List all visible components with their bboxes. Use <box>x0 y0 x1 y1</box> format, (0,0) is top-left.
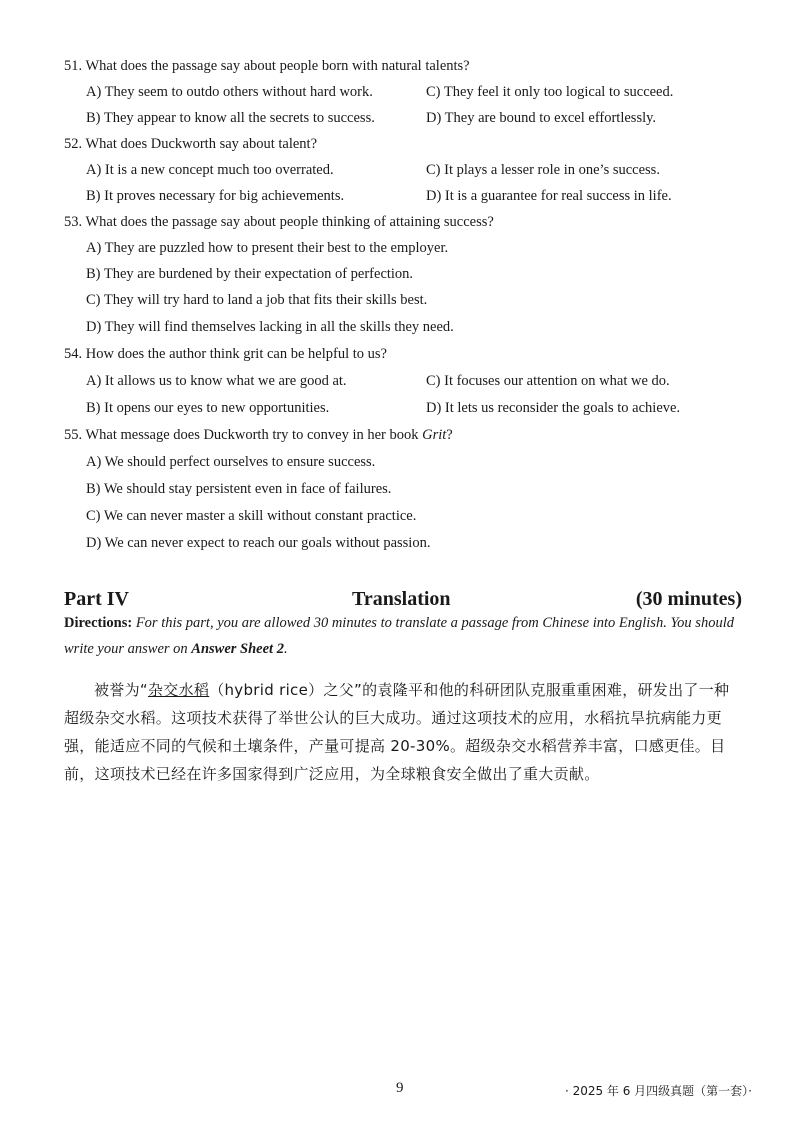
question-54-option-a: A) It allows us to know what we are good at. <box>86 373 347 389</box>
question-51-stem: 51. What does the passage say about people born with natural talents? <box>64 58 470 74</box>
part-time: (30 minutes) <box>635 588 742 610</box>
page-number: 9 <box>396 1080 404 1096</box>
question-54-stem: 54. How does the author think grit can be helpful to us? <box>64 346 387 362</box>
question-55-option-a: A) We should perfect ourselves to ensure success. <box>86 454 376 470</box>
passage-body: （hybrid rice）之父”的袁隆平和他的科研团队克服重重困难，研发出了一种超级杂交水稻。这项技术获得了举世公认的巨大成功。通过这项技术的应用，水稻抗旱抗病能力更强，能适应不同的气候和土壤条件，产量可提高 20-30%。超级杂交水稻营养丰富，口感更佳。目前，这项技术已经在许多国家得到广泛应用，为全球粮食安全做出了重大贡献。 <box>64 681 730 783</box>
question-51-option-a: A) They seem to outdo others without hard work. <box>86 84 373 100</box>
question-55-option-d: D) We can never expect to reach our goals without passion. <box>86 535 431 551</box>
question-55-stem <box>64 427 453 444</box>
question-55-stem-text: 55. What message does Duckworth try to convey in her book <box>64 427 423 443</box>
directions <box>64 610 744 662</box>
directions-end: . <box>283 641 288 657</box>
question-51-option-d: D) They are bound to excel effortlessly. <box>426 110 657 126</box>
question-53-option-c: C) They will try hard to land a job that fits their skills best. <box>86 292 428 308</box>
question-55-stem-end: ? <box>446 427 453 443</box>
question-51-option-c: C) They feel it only too logical to succeed. <box>426 84 674 100</box>
question-53-stem: 53. What does the passage say about people thinking of attaining success? <box>64 214 494 230</box>
question-52-stem: 52. What does Duckworth say about talent? <box>64 136 318 152</box>
translation-passage <box>64 676 744 788</box>
question-52-option-c: C) It plays a lesser role in one’s success. <box>426 162 660 178</box>
part-number: Part IV <box>64 588 129 610</box>
question-55-option-c: C) We can never master a skill without constant practice. <box>86 508 417 524</box>
directions-text: For this part, you are allowed 30 minutes to translate a passage from Chinese into English. You should write your answer on <box>64 615 734 657</box>
exam-source: · 2025 年 6 月四级真题（第一套）· <box>564 1084 752 1098</box>
question-53-option-a: A) They are puzzled how to present their best to the employer. <box>86 240 449 256</box>
part-title: Translation <box>352 588 451 610</box>
question-53-option-b: B) They are burdened by their expectation of perfection. <box>86 266 414 282</box>
answer-sheet-reference: Answer Sheet 2 <box>191 641 284 657</box>
directions-label: Directions: <box>64 615 133 631</box>
passage-start: 被誉为“ <box>94 681 148 699</box>
question-51-option-b: B) They appear to know all the secrets to success. <box>86 110 375 126</box>
passage-underlined-term: 杂交水稻 <box>147 681 210 699</box>
question-55-option-b: B) We should stay persistent even in face of failures. <box>86 481 392 497</box>
question-52-option-b: B) It proves necessary for big achievements. <box>86 188 345 204</box>
question-52-option-d: D) It is a guarantee for real success in life. <box>426 188 672 204</box>
question-54-option-d: D) It lets us reconsider the goals to achieve. <box>426 400 681 416</box>
question-53-option-d: D) They will find themselves lacking in all the skills they need. <box>86 319 454 335</box>
question-52-option-a: A) It is a new concept much too overrated. <box>86 162 334 178</box>
question-54-option-b: B) It opens our eyes to new opportunities. <box>86 400 330 416</box>
book-title: Grit <box>422 427 447 443</box>
question-54-option-c: C) It focuses our attention on what we do. <box>426 373 670 389</box>
